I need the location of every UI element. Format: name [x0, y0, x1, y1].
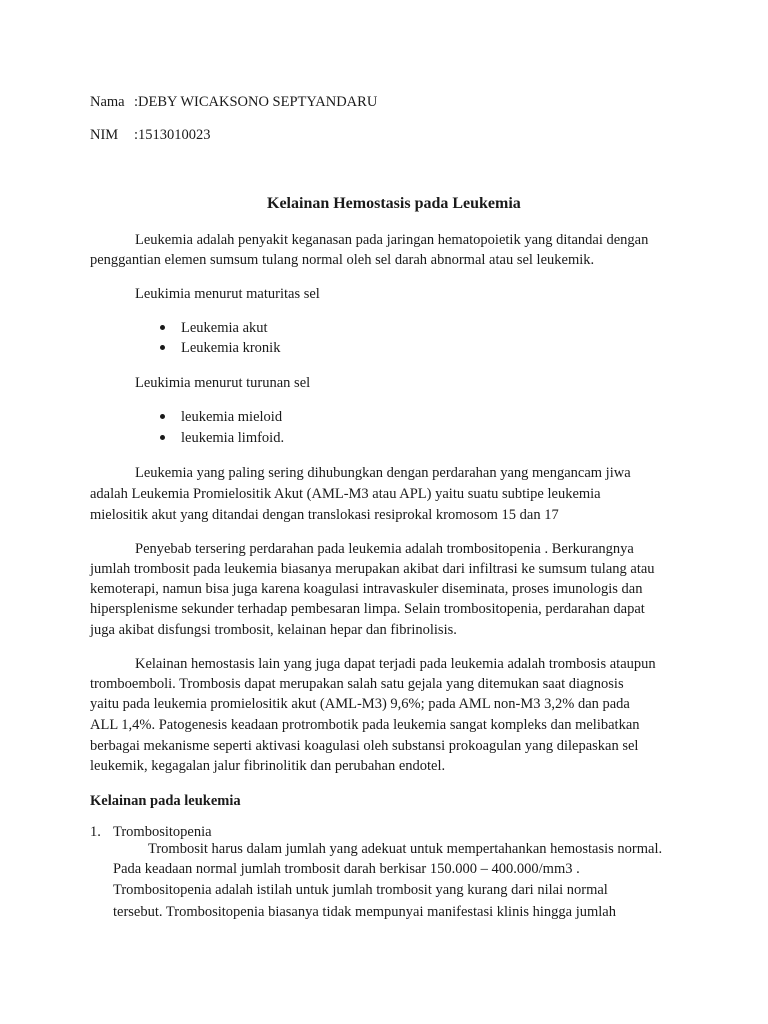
paragraph-line: hipersplenisme sekunder terhadap pembesaran limpa. Selain trombositopenia, perdarahan dapat: [90, 601, 645, 617]
paragraph-line: leukemik, kegagalan jalur fibrinolitik dan perubahan endotel.: [90, 758, 446, 774]
paragraph-line: adalah Leukemia Promielositik Akut (AML-M3 atau APL) yaitu suatu subtipe leukemia: [90, 486, 601, 502]
bullet-icon: [160, 325, 165, 330]
paragraph-line: mielositik akut yang ditandai dengan translokasi resiprokal kromosom 15 dan 17: [90, 507, 559, 523]
bullet-icon: [160, 345, 165, 350]
list-item-line: Pada keadaan normal jumlah trombosit darah berkisar 150.000 – 400.000/mm3 .: [113, 861, 580, 877]
nama-value: :DEBY WICAKSONO SEPTYANDARU: [134, 94, 378, 110]
paragraph-line: yaitu pada leukemia promielositik akut (AML-M3) 9,6%; pada AML non-M3 3,2% dan pada: [90, 696, 630, 712]
bullet-icon: [160, 414, 165, 419]
list-number: 1.: [90, 824, 101, 840]
paragraph-line: Leukemia yang paling sering dihubungkan dengan perdarahan yang mengancam jiwa: [135, 465, 631, 481]
paragraph-line: kemoterapi, namun bisa juga karena koagulasi intravaskuler diseminata, proses imunologis dan: [90, 581, 643, 597]
paragraph-line: jumlah trombosit pada leukemia biasanya merupakan akibat dari infiltrasi ke sumsum tulang atau: [90, 561, 655, 577]
list-item: Leukemia kronik: [181, 340, 281, 356]
paragraph-line: penggantian elemen sumsum tulang normal oleh sel darah abnormal atau sel leukemik.: [90, 252, 595, 268]
nim-label: NIM: [90, 127, 119, 143]
paragraph-line: tromboemboli. Trombosis dapat merupakan salah satu gejala yang ditemukan saat diagnosis: [90, 676, 624, 692]
paragraph-line: Penyebab tersering perdarahan pada leukemia adalah trombositopenia . Berkurangnya: [135, 541, 634, 557]
paragraph-line: juga akibat disfungsi trombosit, kelainan hepar dan fibrinolisis.: [90, 622, 457, 638]
turunan-heading: Leukimia menurut turunan sel: [135, 375, 311, 391]
list-item: Leukemia akut: [181, 320, 268, 336]
bullet-icon: [160, 435, 165, 440]
paragraph-line: berbagai mekanisme seperti aktivasi koagulasi oleh substansi prokoagulan yang dilepaskan sel: [90, 738, 639, 754]
maturitas-heading: Leukimia menurut maturitas sel: [135, 286, 320, 302]
paragraph-line: Leukemia adalah penyakit keganasan pada jaringan hematopoietik yang ditandai dengan: [135, 232, 649, 248]
paragraph-line: Kelainan hemostasis lain yang juga dapat terjadi pada leukemia adalah trombosis ataupun: [135, 656, 656, 672]
nama-label: Nama: [90, 94, 125, 110]
list-item-line: tersebut. Trombositopenia biasanya tidak mempunyai manifestasi klinis hingga jumlah: [113, 904, 616, 920]
nim-value: :1513010023: [134, 127, 211, 143]
document-title: Kelainan Hemostasis pada Leukemia: [267, 195, 521, 212]
paragraph-line: ALL 1,4%. Patogenesis keadaan protrombotik pada leukemia sangat kompleks dan melibatkan: [90, 717, 640, 733]
list-item-line: Trombosit harus dalam jumlah yang adekuat untuk mempertahankan hemostasis normal.: [148, 841, 663, 857]
list-item-title: Trombositopenia: [113, 824, 212, 840]
list-item: leukemia mieloid: [181, 409, 283, 425]
section-heading: Kelainan pada leukemia: [90, 793, 241, 809]
list-item: leukemia limfoid.: [181, 430, 285, 446]
list-item-line: Trombositopenia adalah istilah untuk jumlah trombosit yang kurang dari nilai normal: [113, 882, 608, 898]
